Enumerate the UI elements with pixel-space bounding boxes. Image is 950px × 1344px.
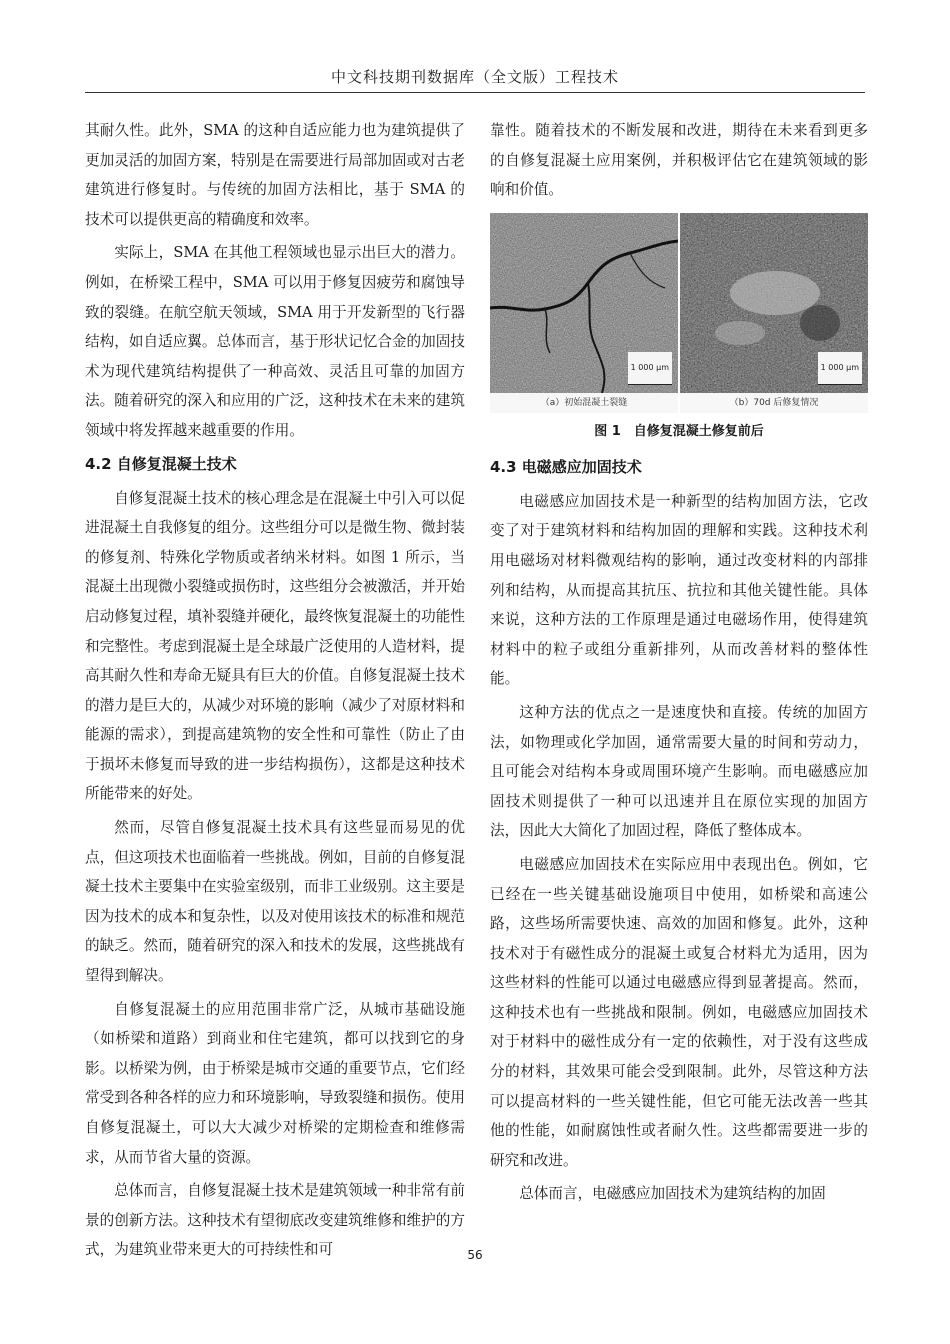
journal-header: 中文科技期刊数据库（全文版）工程技术 [330, 68, 619, 86]
section-heading-4-3: 4.3 电磁感应加固技术 [490, 457, 642, 476]
paragraph: 电磁感应加固技术是一种新型的结构加固方法，它改变了对于建筑材料和结构加固的理解和实践。这种技术利用电磁场对材料微观结构的影响，通过改变材料的内部排列和结构，从而提高其抗压、抗拉和其他关键性能。具体来说，这种方法的工作原理是通过电磁场作用，使得建筑材料中的粒子或组分重新排列，从而改善材料的整体性能。 [490, 492, 868, 688]
paragraph: 总体而言，自修复混凝土技术是建筑领域一种非常有前景的创新方法。这种技术有望彻底改变建筑维修和维护的方式，为建筑业带来更大的可持续性和可 [85, 1182, 465, 1259]
paragraph: 自修复混凝土技术的核心理念是在混凝土中引入可以促进混凝土自我修复的组分。这些组分可以是微生物、微封装的修复剂、特殊化学物质或者纳米材料。如图 1 所示，当混凝土出现微小裂缝或损伤时，这些组分会被激活，并开始启动修复过程，填补裂缝并硬化，最终恢复混凝土的功能性和完整性。考虑到混凝土是全球最广泛使用的人造材料，提高其耐久性和寿命无疑具有巨大的价值。自修复混凝土技术的潜力是巨大的，从减少对环境的影响（减少了对原材料和能源的需求），到提高建筑物的安全性和可靠性（防止了由于损坏未修复而导致的进一步结构损伤），这都是这种技术所能带来的好处。 [85, 489, 465, 803]
paragraph: 这种方法的优点之一是速度快和直接。传统的加固方法，如物理或化学加固，通常需要大量的时间和劳动力，且可能会对结构本身或周围环境产生影响。而电磁感应加固技术则提供了一种可以迅速并且在原位实现的加固方法，因此大大简化了加固过程，降低了整体成本。 [490, 703, 868, 840]
paragraph: 实际上，SMA 在其他工程领域也显示出巨大的潜力。例如，在桥梁工程中，SMA 可以用于修复因疲劳和腐蚀导致的裂缝。在航空航天领域，SMA 用于开发新型的飞行器结构，如自适应翼。总体而言，基于形状记忆合金的加固技术为现代建筑结构提供了一种高效、灵活且可靠的加固方法。随着研究的深入和应用的广泛，这种技术在未来的建筑领域中将发挥越来越重要的作用。 [85, 244, 465, 439]
figure-panels [490, 213, 868, 413]
left-column [85, 116, 465, 1265]
scale-bar: 1 000 μm [818, 352, 862, 385]
panel-a-caption: （a）初始混凝土裂缝 [490, 393, 678, 413]
panel-b-caption: （b）70d 后修复情况 [680, 393, 868, 413]
paragraph: 自修复混凝土的应用范围非常广泛，从城市基础设施（如桥梁和道路）到商业和住宅建筑，都可以找到它的身影。以桥梁为例，由于桥梁是城市交通的重要节点，它们经常受到各种各样的应力和环境影响，导致裂缝和损伤。使用自修复混凝土，可以大大减少对桥梁的定期检查和维修需求，从而节省大量的资源。 [85, 1000, 465, 1166]
paragraph: 其耐久性。此外，SMA 的这种自适应能力也为建筑提供了更加灵活的加固方案，特别是在需要进行局部加固或对古老建筑进行修复时。与传统的加固方法相比，基于 SMA 的技术可以提供更高的精确度和效率。 [85, 122, 465, 228]
page-number: 56 [467, 1248, 483, 1262]
header-divider [85, 92, 865, 93]
figure-panel-b [680, 213, 868, 413]
paragraph: 总体而言，电磁感应加固技术为建筑结构的加固 [519, 1185, 826, 1203]
right-column [490, 116, 868, 1209]
paragraph: 然而，尽管自修复混凝土技术具有这些显而易见的优点，但这项技术也面临着一些挑战。例如，目前的自修复混凝土技术主要集中在实验室级别，而非工业级别。这主要是因为技术的成本和复杂性，以及对使用该技术的标准和规范的缺乏。然而，随着研究的深入和技术的发展，这些挑战有望得到解决。 [85, 819, 465, 985]
figure-caption: 图 1 自修复混凝土修复前后 [594, 423, 764, 439]
paragraph: 电磁感应加固技术在实际应用中表现出色。例如，它已经在一些关键基础设施项目中使用，如桥梁和高速公路，这些场所需要快速、高效的加固和修复。此外，这种技术对于有磁性成分的混凝土或复合材料尤为适用，因为这些材料的性能可以通过电磁感应得到显著提高。然而，这种技术也有一些挑战和限制。例如，电磁感应加固技术对于材料中的磁性成分有一定的依赖性，对于没有这些成分的材料，其效果可能会受到限制。此外，尽管这种方法可以提高材料的一些关键性能，但它可能无法改善一些其他的性能，如耐腐蚀性或者耐久性。这些都需要进一步的研究和改进。 [490, 855, 868, 1169]
figure-1 [490, 213, 868, 445]
paragraph: 靠性。随着技术的不断发展和改进，期待在未来看到更多的自修复混凝土应用案例，并积极评估它在建筑领域的影响和价值。 [490, 122, 868, 199]
scale-bar: 1 000 μm [628, 352, 672, 385]
figure-panel-a [490, 213, 678, 413]
section-heading-4-2: 4.2 自修复混凝土技术 [85, 454, 237, 473]
